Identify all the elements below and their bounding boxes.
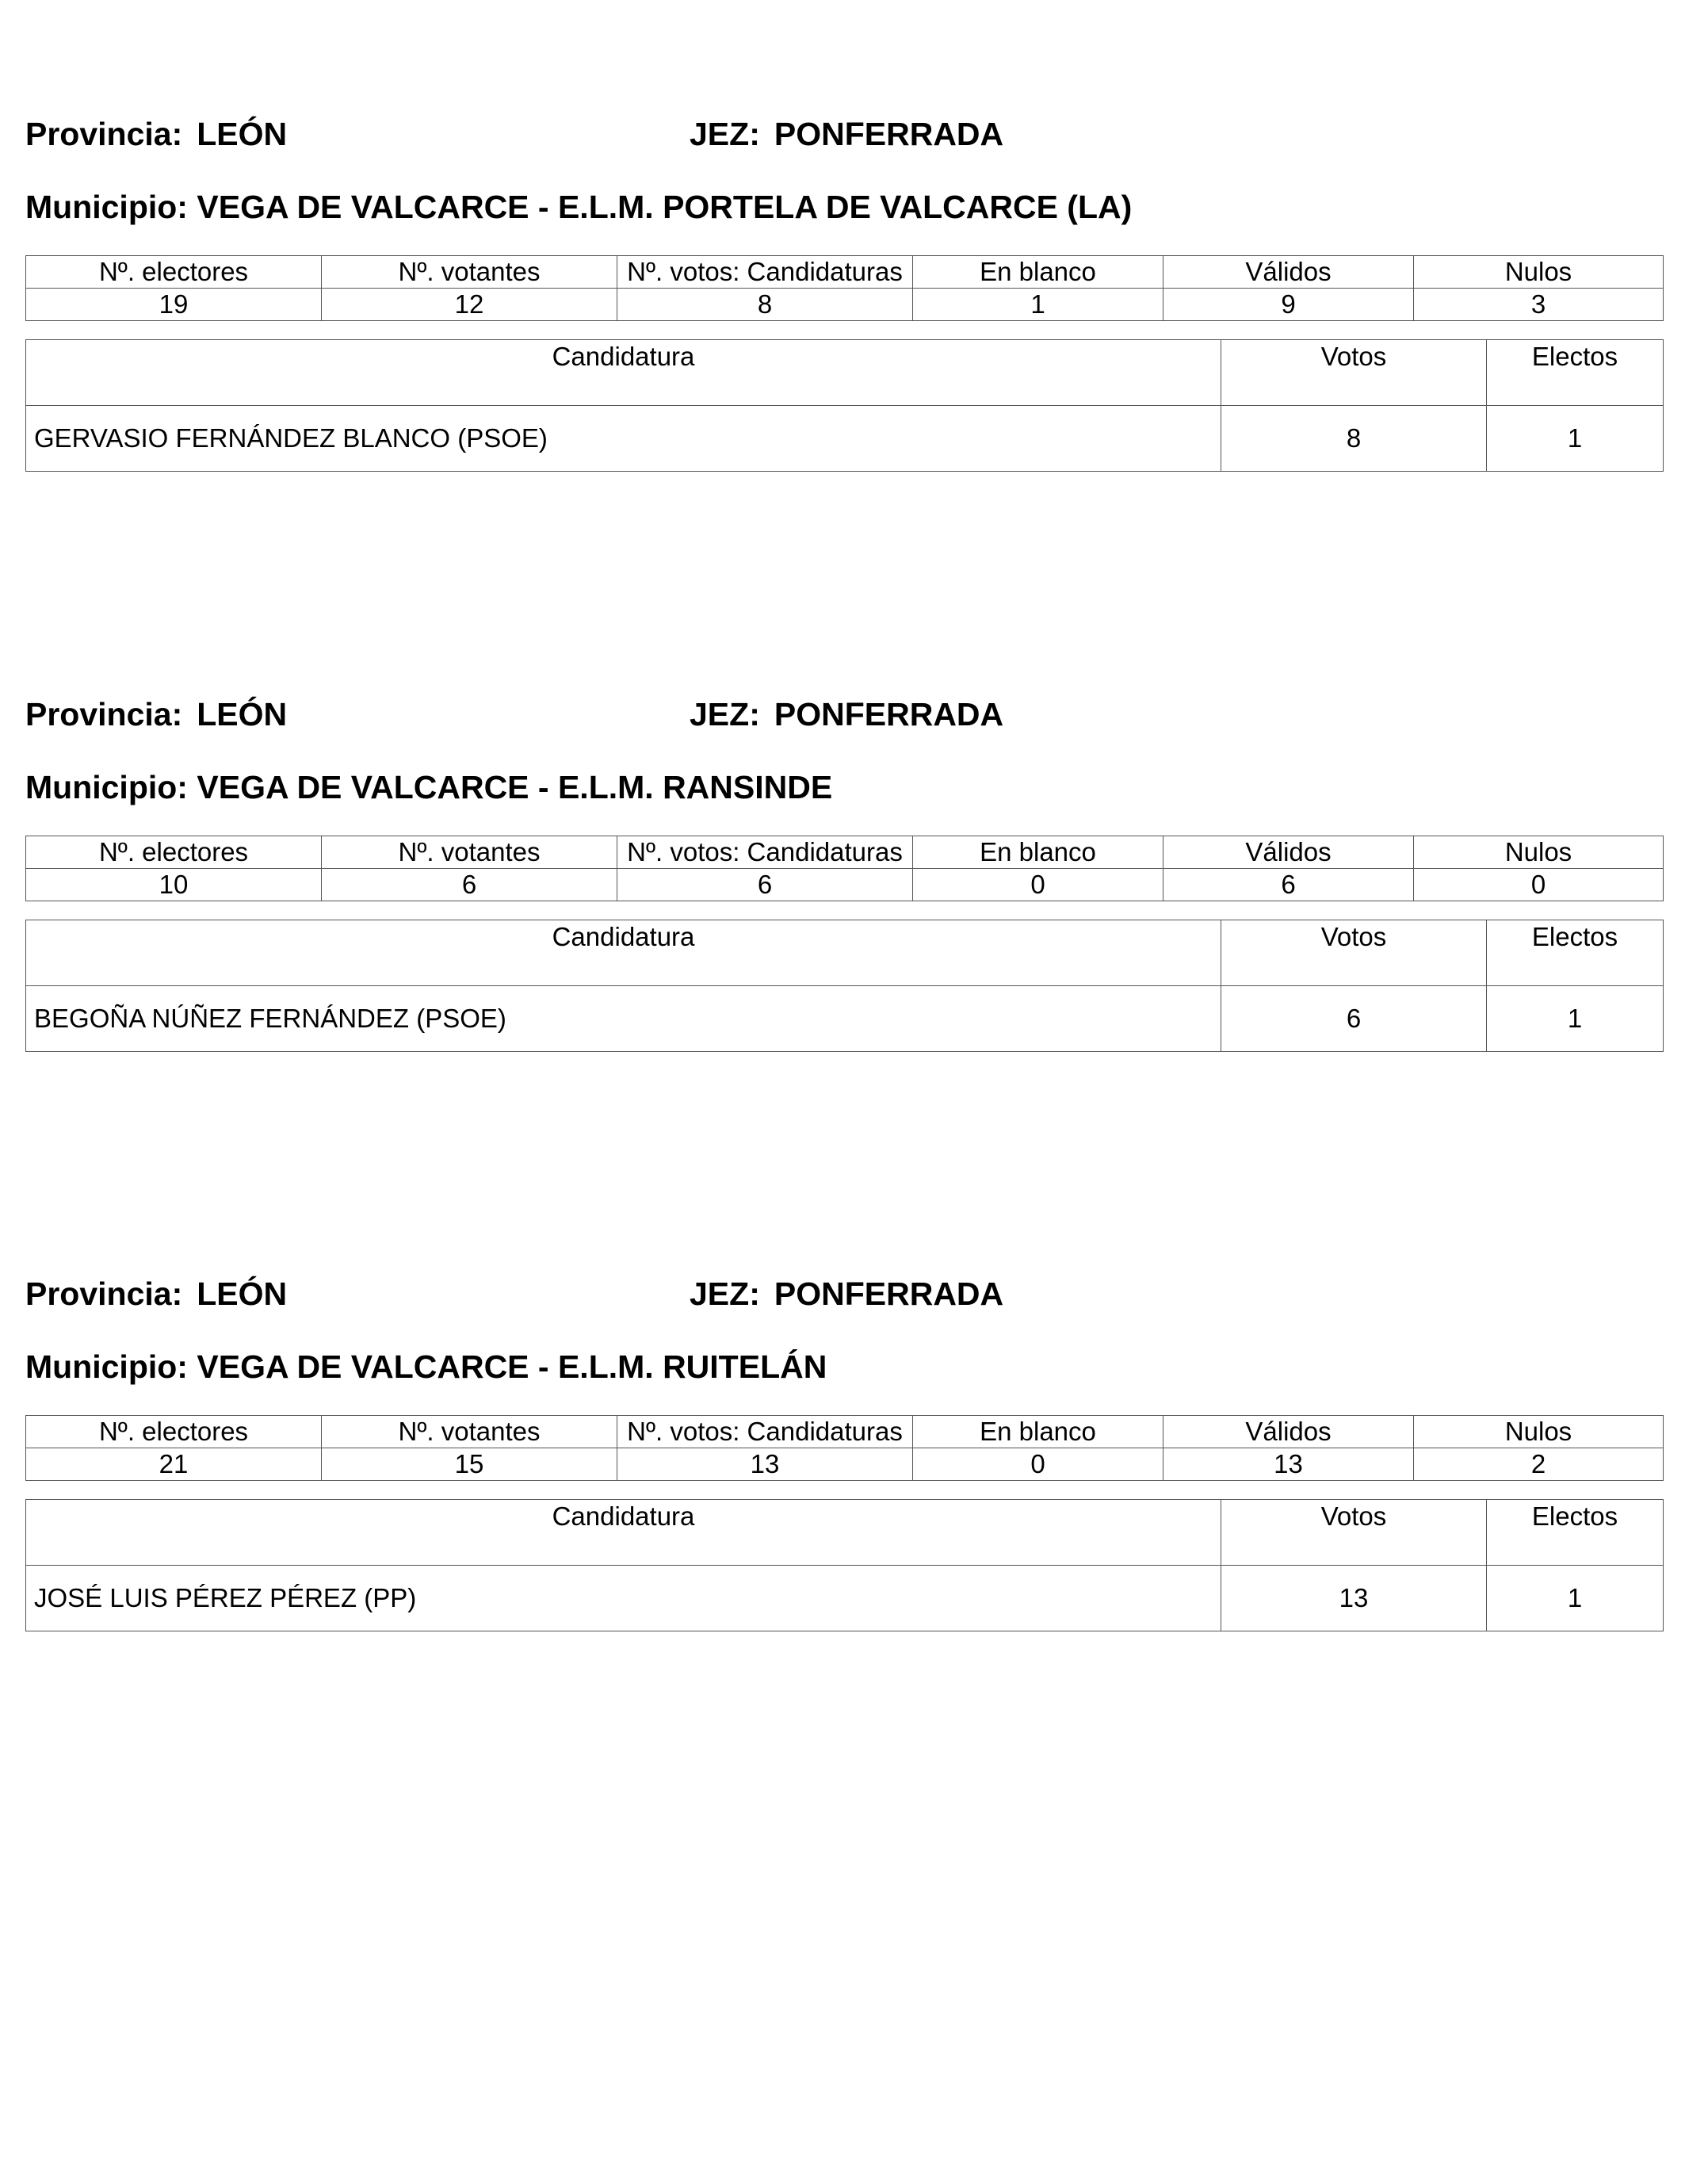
candidates-header-electos: Electos <box>1487 920 1664 986</box>
candidates-header-row <box>26 1500 1664 1566</box>
candidates-header-candidatura: Candidatura <box>26 1500 1221 1566</box>
municipio-value: VEGA DE VALCARCE - E.L.M. RANSINDE <box>197 769 833 805</box>
stats-header-votos-candidaturas: Nº. votos: Candidaturas <box>617 256 913 289</box>
stats-value-votantes: 6 <box>322 869 617 901</box>
stats-header-electores: Nº. electores <box>26 256 322 289</box>
municipio-label: Municipio: <box>25 1348 188 1385</box>
provincia-value: LEÓN <box>197 696 288 732</box>
stats-value-row <box>26 869 1664 901</box>
candidate-votos: 13 <box>1221 1566 1487 1631</box>
candidate-electos: 1 <box>1487 986 1664 1052</box>
candidate-row <box>26 986 1664 1052</box>
stats-header-nulos: Nulos <box>1414 1416 1664 1448</box>
stats-header-electores: Nº. electores <box>26 836 322 869</box>
candidates-header-candidatura: Candidatura <box>26 340 1221 406</box>
candidates-header-electos: Electos <box>1487 340 1664 406</box>
stats-header-validos: Válidos <box>1163 836 1414 869</box>
stats-header-validos: Válidos <box>1163 256 1414 289</box>
stats-value-validos: 13 <box>1163 1448 1414 1481</box>
candidates-header-votos: Votos <box>1221 1500 1487 1566</box>
jez-value: PONFERRADA <box>774 116 1004 152</box>
municipio-line <box>25 769 832 806</box>
stats-header-nulos: Nulos <box>1414 256 1664 289</box>
candidates-header-row <box>26 340 1664 406</box>
stats-header-row <box>26 1416 1664 1448</box>
stats-table <box>25 255 1664 321</box>
stats-value-row <box>26 1448 1664 1481</box>
stats-header-row <box>26 836 1664 869</box>
candidates-table <box>25 920 1664 1052</box>
stats-value-votos-candidaturas: 13 <box>617 1448 913 1481</box>
stats-header-nulos: Nulos <box>1414 836 1664 869</box>
stats-value-votos-candidaturas: 6 <box>617 869 913 901</box>
stats-header-votos-candidaturas: Nº. votos: Candidaturas <box>617 836 913 869</box>
candidates-header-electos: Electos <box>1487 1500 1664 1566</box>
jez-label: JEZ: <box>690 696 760 732</box>
stats-value-en-blanco: 1 <box>913 289 1163 321</box>
stats-header-row <box>26 256 1664 289</box>
stats-header-votantes: Nº. votantes <box>322 1416 617 1448</box>
candidate-electos: 1 <box>1487 406 1664 472</box>
candidates-header-candidatura: Candidatura <box>26 920 1221 986</box>
provincia-label: Provincia: <box>25 1276 183 1312</box>
municipio-line <box>25 1348 827 1386</box>
jez-label: JEZ: <box>690 1276 760 1312</box>
municipio-line <box>25 189 1132 226</box>
stats-header-votantes: Nº. votantes <box>322 836 617 869</box>
candidates-header-votos: Votos <box>1221 340 1487 406</box>
candidates-table <box>25 339 1664 472</box>
stats-value-votantes: 12 <box>322 289 617 321</box>
stats-table <box>25 836 1664 901</box>
candidate-electos: 1 <box>1487 1566 1664 1631</box>
stats-value-validos: 9 <box>1163 289 1414 321</box>
provincia-value: LEÓN <box>197 1276 288 1312</box>
stats-header-en-blanco: En blanco <box>913 836 1163 869</box>
provincia-line <box>25 696 287 733</box>
candidate-votos: 8 <box>1221 406 1487 472</box>
candidates-header-row <box>26 920 1664 986</box>
stats-header-votantes: Nº. votantes <box>322 256 617 289</box>
provincia-line <box>25 116 287 153</box>
jez-line <box>690 1276 1003 1313</box>
stats-value-validos: 6 <box>1163 869 1414 901</box>
stats-value-nulos: 0 <box>1414 869 1664 901</box>
candidate-row <box>26 406 1664 472</box>
jez-label: JEZ: <box>690 116 760 152</box>
jez-line <box>690 696 1003 733</box>
stats-value-nulos: 3 <box>1414 289 1664 321</box>
candidate-name: BEGOÑA NÚÑEZ FERNÁNDEZ (PSOE) <box>26 986 1221 1052</box>
provincia-value: LEÓN <box>197 116 288 152</box>
municipio-label: Municipio: <box>25 769 188 805</box>
stats-header-en-blanco: En blanco <box>913 1416 1163 1448</box>
stats-value-votos-candidaturas: 8 <box>617 289 913 321</box>
stats-value-electores: 19 <box>26 289 322 321</box>
stats-value-en-blanco: 0 <box>913 869 1163 901</box>
municipio-value: VEGA DE VALCARCE - E.L.M. RUITELÁN <box>197 1348 827 1385</box>
provincia-label: Provincia: <box>25 696 183 732</box>
jez-line <box>690 116 1003 153</box>
stats-header-votos-candidaturas: Nº. votos: Candidaturas <box>617 1416 913 1448</box>
stats-header-validos: Válidos <box>1163 1416 1414 1448</box>
stats-header-electores: Nº. electores <box>26 1416 322 1448</box>
stats-value-electores: 10 <box>26 869 322 901</box>
candidate-votos: 6 <box>1221 986 1487 1052</box>
stats-value-nulos: 2 <box>1414 1448 1664 1481</box>
stats-value-electores: 21 <box>26 1448 322 1481</box>
candidates-table <box>25 1499 1664 1631</box>
stats-value-votantes: 15 <box>322 1448 617 1481</box>
jez-value: PONFERRADA <box>774 696 1004 732</box>
municipio-value: VEGA DE VALCARCE - E.L.M. PORTELA DE VALCARCE (LA) <box>197 189 1133 225</box>
provincia-line <box>25 1276 287 1313</box>
stats-value-row <box>26 289 1664 321</box>
candidate-name: GERVASIO FERNÁNDEZ BLANCO (PSOE) <box>26 406 1221 472</box>
provincia-label: Provincia: <box>25 116 183 152</box>
candidates-header-votos: Votos <box>1221 920 1487 986</box>
stats-value-en-blanco: 0 <box>913 1448 1163 1481</box>
candidate-name: JOSÉ LUIS PÉREZ PÉREZ (PP) <box>26 1566 1221 1631</box>
candidate-row <box>26 1566 1664 1631</box>
stats-header-en-blanco: En blanco <box>913 256 1163 289</box>
municipio-label: Municipio: <box>25 189 188 225</box>
stats-table <box>25 1415 1664 1481</box>
jez-value: PONFERRADA <box>774 1276 1004 1312</box>
